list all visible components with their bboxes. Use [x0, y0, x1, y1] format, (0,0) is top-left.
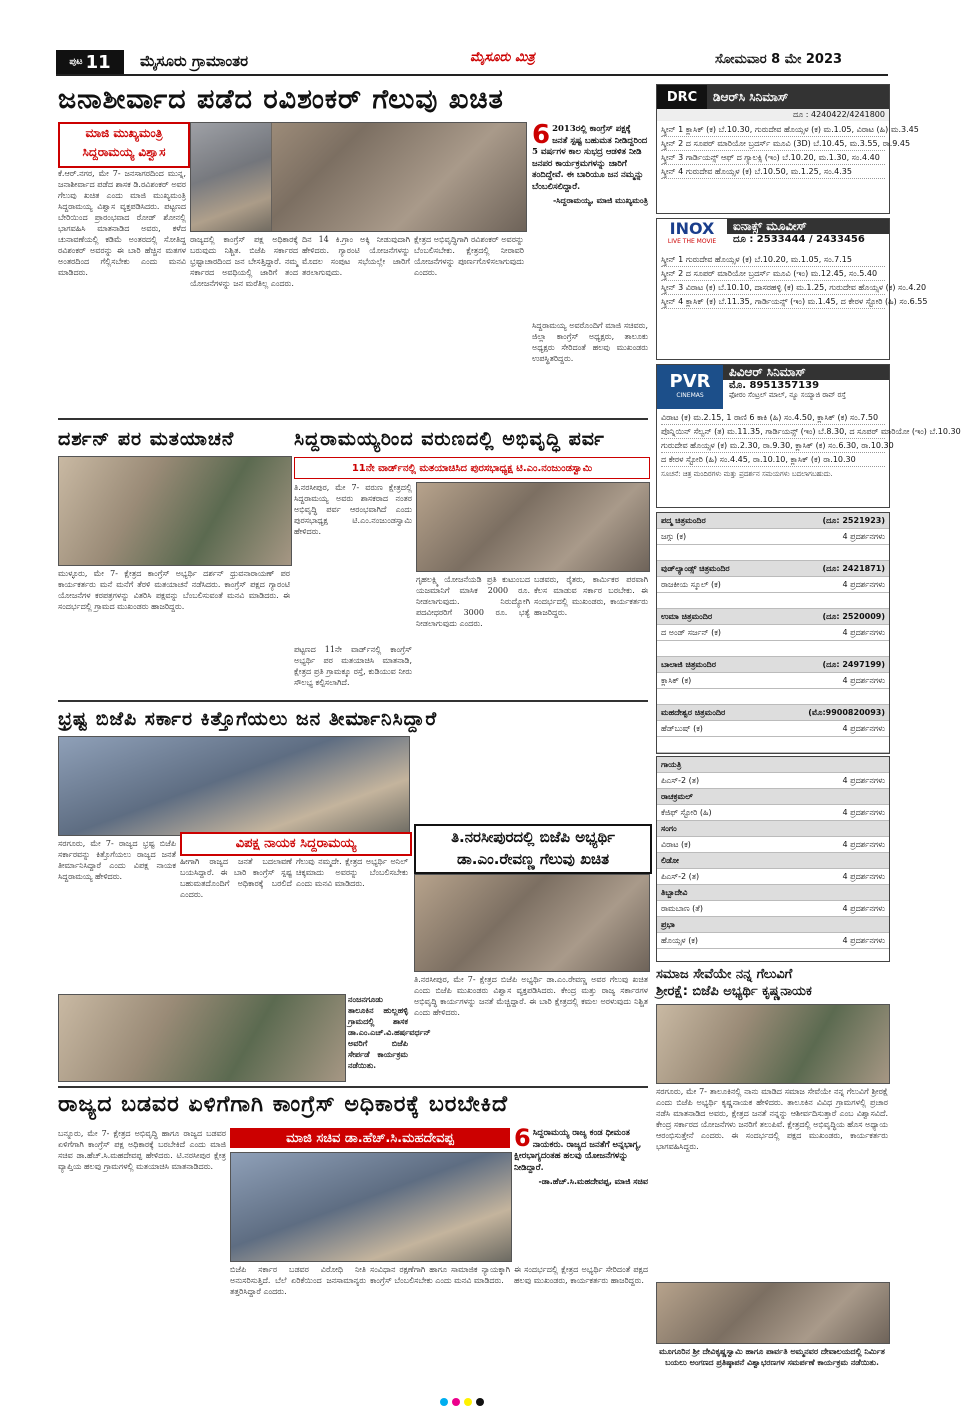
inox-phone: ದೂ : 2533444 / 2433456 — [733, 234, 865, 245]
section-title: ಮೈಸೂರು ಗ್ರಾಮಾಂತರ — [140, 52, 249, 70]
theatre-phone: (ದೂ: 2421871) — [822, 563, 885, 573]
issue-date: ಸೋಮವಾರ 8 ಮೇ 2023 — [715, 52, 843, 67]
pvr-show-list — [657, 409, 961, 469]
quote-mark: 6 — [532, 120, 551, 150]
spacer-row — [657, 545, 889, 561]
story5-body: ತಿ.ನರಸೀಪುರ, ಮೇ 7- ಕ್ಷೇತ್ರದ ಬಿಜೆಪಿ ಅಭ್ಯರ್ಥಿ ಡಾ.ಎಂ.ರೇವಣ್ಣ ಅವರ ಗೆಲುವು ಖಚಿತ ಎಂದು ಬಿಜೆಪಿ ಮುಖಂಡರು ವಿಶ್ವಾಸ ವ್ಯಕ್ತಪಡಿಸಿದರು. ಕೇಂದ್ರ ಮತ್ತು ರಾಜ್ಯ ಸರ್ಕಾರಗಳ ಅಭಿವೃದ್ಧಿ ಕಾರ್ಯಗಳನ್ನು ಜನತೆ ಮೆಚ್ಚಿದ್ದಾರೆ. ಈ ಬಾರಿ ಕ್ಷೇತ್ರದಲ್ಲಿ ಕಮಲ ಅರಳುವುದು ನಿಶ್ಚಿತ ಎಂದು ಹೇಳಿದರು. — [414, 975, 648, 1017]
registration-marks — [440, 1398, 484, 1406]
story1-quote-box — [532, 120, 648, 314]
story1-body-mid2: ದಿನ 14 ಕಿ.ಗ್ರಾಂ ಅಕ್ಕಿ ನೀಡುವುದಾಗಿ ಹೇಳಿದರು. ಗ್ಯಾರಂಟಿ ಯೋಜನೆಗಳನ್ನು ಮೊದಲ ಸಂಪುಟ ಸಭೆಯಲ್ಲೇ ಜಾರಿಗೆ ತರಲಾಗುವುದು. — [302, 235, 410, 277]
black-dot — [476, 1398, 484, 1406]
theatre-header-row — [657, 757, 889, 773]
inox-screen-row: ಸ್ಕ್ರೀನ್ 3 ವಿರಾಟ (ಕ) ಬೆ.10.10, ದಾಸರಹಳ್ಳಿ (ಕ) ಮ.1.25, ಗುರುದೇವ ಹೊಯ್ಸಳ (ಕ) ಸಂ.4.20 — [661, 281, 885, 295]
drc-screen-row: ಸ್ಕ್ರೀನ್ 1 ಕ್ಲಾಸಿಕ್ (ಕ) ಬೆ.10.30, ಗುರುದೇವ ಹೊಯ್ಸಳ (ಕ) ಮ.1.05, ವಿರಾಟ (ಹಿ) ಮ.3.45 — [661, 123, 885, 137]
film-title: ರಾಮಬಾಣ (ತೆ) — [661, 903, 703, 913]
story7-headline — [656, 966, 888, 1000]
rule — [58, 700, 648, 702]
story6-photo — [230, 1152, 512, 1262]
story6-headline: ರಾಜ್ಯದ ಬಡವರ ಏಳಿಗೆಗಾಗಿ ಕಾಂಗ್ರೆಸ್ ಅಧಿಕಾರಕ್ಕೆ ಬರಬೇಕಿದೆ — [58, 1092, 509, 1117]
story2-headline: ದರ್ಶನ್ ಪರ ಮತಯಾಚನೆ — [58, 428, 235, 450]
film-title: ಪಿಎಸ್-2 (ತ) — [661, 871, 700, 881]
theatre-header-row — [657, 657, 889, 673]
story2-photo — [58, 456, 292, 566]
story2-body: ಮುಳ್ಳೂರು, ಮೇ 7- ಕ್ಷೇತ್ರದ ಕಾಂಗ್ರೆಸ್ ಅಭ್ಯರ್ಥಿ ದರ್ಶನ್ ಧ್ರುವನಾರಾಯಣ್ ಪರ ಕಾರ್ಯಕರ್ತರು ಮನೆ ಮನೆಗೆ ತೆರಳಿ ಮತಯಾಚನೆ ನಡೆಸಿದರು. ಕಾಂಗ್ರೆಸ್ ಪಕ್ಷದ ಗ್ಯಾರಂಟಿ ಯೋಜನೆಗಳ ಕರಪತ್ರಗಳನ್ನು ವಿತರಿಸಿ ಪಕ್ಷವನ್ನು ಬೆಂಬಲಿಸುವಂತೆ ಮನವಿ ಮಾಡಿದರು. ಈ ಸಂದರ್ಭದಲ್ಲಿ ಗ್ರಾಮದ ಮುಖಂಡರು ಹಾಜರಿದ್ದರು. — [58, 569, 290, 611]
theatre-film-row — [657, 529, 889, 545]
inox-logo-text: INOX — [669, 219, 715, 238]
story1-body-right: ಸಿದ್ದರಾಮಯ್ಯ ಅವರೊಂದಿಗೆ ಮಾಜಿ ಸಚಿವರು, ಜಿಲ್ಲಾ ಕಾಂಗ್ರೆಸ್ ಅಧ್ಯಕ್ಷರು, ತಾಲೂಕು ಅಧ್ಯಕ್ಷರು ಸೇರಿದಂತೆ ಹಲವು ಮುಖಂಡರು ಉಪಸ್ಥಿತರಿದ್ದರು. — [532, 321, 648, 363]
story3-body-4: ಪಟ್ಟಣದ 11ನೇ ವಾರ್ಡ್‌ನಲ್ಲಿ ಕಾಂಗ್ರೆಸ್ ಅಭ್ಯರ್ಥಿ ಪರ ಮತಯಾಚಿಸಿ ಮಾತನಾಡಿ, ಕ್ಷೇತ್ರದ ಪ್ರತಿ ಗ್ರಾಮಕ್ಕೂ ರಸ್ತೆ, ಕುಡಿಯುವ ನೀರು ಸೌಲಭ್ಯ ಕಲ್ಪಿಸಲಾಗಿದೆ. — [294, 645, 412, 687]
story6-quote-box — [514, 1124, 648, 1260]
film-title: ಪಿಎಸ್-2 (ತ) — [661, 775, 700, 785]
story6-body-4: ಈ ಸಂದರ್ಭದಲ್ಲಿ ಕ್ಷೇತ್ರದ ಅಭ್ಯರ್ಥಿ ಸೇರಿದಂತೆ ಪಕ್ಷದ ಹಲವು ಮುಖಂಡರು, ಕಾರ್ಯಕರ್ತರು ಹಾಜರಿದ್ದರು. — [514, 1265, 648, 1285]
pvr-note: ಸೂಚನೆ: ಚಿತ್ರ ಮಂದಿರಗಳು ಮತ್ತು ಪ್ರದರ್ಶನ ಸಮಯಗಳು ಬದಲಾಗಬಹುದು. — [661, 470, 833, 478]
theatre-name: ವುಡ್‌ಲ್ಯಾಂಡ್ಸ್ ಚಿತ್ರಮಂದಿರ — [661, 563, 730, 573]
story3-body-1: ತಿ.ನರಸೀಪುರ, ಮೇ 7- ವರುಣ ಕ್ಷೇತ್ರದಲ್ಲಿ ಸಿದ್ದರಾಮಯ್ಯ ಅವರು ಶಾಸಕರಾದ ನಂತರ ಅಭಿವೃದ್ಧಿ ಪರ್ವ ಆರಂಭವಾಗಿದೆ ಎಂದು ಪುರಸಭಾಧ್ಯಕ್ಷ ಟಿ.ಎಂ.ನಂಜುಂಡಸ್ವಾಮಿ ಹೇಳಿದರು. — [294, 483, 412, 536]
theatre-header-row — [657, 789, 889, 805]
pvr-show-row: ಗುರುದೇವ ಹೊಯ್ಸಳ (ಕ) ಮ.2.30, ರಾ.9.30, ಕ್ಲಾಸಿಕ್ (ಕ) ಸಂ.6.30, ರಾ.10.30 — [661, 439, 885, 453]
story3-body-3: ಬಡವರು, ರೈತರು, ಕಾರ್ಮಿಕರ ಪರವಾಗಿ ಕೆಲಸ ಮಾಡುವ ಸರ್ಕಾರ ಬರಬೇಕು. ಈ ಸಂದರ್ಭದಲ್ಲಿ ಮುಖಂಡರು, ಕಾರ್ಯಕರ್ತರು ಹಾಜರಿದ್ದರು. — [534, 575, 648, 617]
film-shows: 4 ಪ್ರದರ್ಶನಗಳು — [842, 627, 885, 637]
pvr-listing — [656, 364, 961, 508]
story3-body-2: ಗೃಹಲಕ್ಷ್ಮಿ ಯೋಜನೆಯಡಿ ಪ್ರತಿ ಕುಟುಂಬದ ಯಜಮಾನಿಗೆ ಮಾಸಿಕ 2000 ರೂ. ನೀಡಲಾಗುವುದು. ನಿರುದ್ಯೋಗಿ ಪದವೀಧರರಿಗೆ 3000 ರೂ. ಭತ್ಯೆ ನೀಡಲಾಗುವುದು ಎಂದರು. — [416, 575, 530, 628]
magenta-dot — [452, 1398, 460, 1406]
story6-quote: ಸಿದ್ದರಾಮಯ್ಯ ರಾಜ್ಯ ಕಂಡ ಧೀಮಂತ ನಾಯಕರು. ರಾಜ್ಯದ ಜನತೆಗೆ ಅನ್ನಭಾಗ್ಯ, ಕ್ಷೀರಭಾಗ್ಯದಂತಹ ಹಲವು ಯೋಜನೆಗಳನ್ನು ನೀಡಿದ್ದಾರೆ. — [514, 1128, 642, 1173]
film-title: ಜಗ್ಗು (ಕ) — [661, 531, 687, 541]
story4-photo — [58, 736, 410, 836]
film-shows: 4 ಪ್ರದರ್ಶನಗಳು — [842, 807, 885, 817]
drc-screen-row: ಸ್ಕ್ರೀನ್ 3 ಗಾರ್ಡಿಯನ್ಸ್ ಆಫ್ ದ ಗ್ಯಾಲಕ್ಸಿ (ಇಂ) ಬೆ.10.20, ಮ.1.30, ಸಂ.4.40 — [661, 151, 885, 165]
story1-headline: ಜನಾಶೀರ್ವಾದ ಪಡೆದ ರವಿಶಂಕರ್ ಗೆಲುವು ಖಚಿತ — [58, 84, 504, 115]
theatre-header-row — [657, 513, 889, 529]
story6-quote-by: -ಡಾ.ಹೆಚ್.ಸಿ.ಮಹದೇವಪ್ಪ, ಮಾಜಿ ಸಚಿವ — [538, 1177, 648, 1186]
film-title: ಕ್ಲಾಸಿಕ್ (ಕ) — [661, 675, 692, 685]
story5-headline-1: ತಿ.ನರಸೀಪುರದಲ್ಲಿ ಬಿಜೆಪಿ ಅಭ್ಯರ್ಥಿ — [451, 828, 615, 846]
story7-caption: ಮೂಗೂರಿನ ಶ್ರೀ ದೇವಿಕೃಷ್ಣಸ್ವಾಮಿ ಹಾಗೂ ಪಾರ್ವತಿ ಅಮ್ಮನವರ ದೇವಾಲಯದಲ್ಲಿ ನಿರ್ಮಿತ ಬಯಲು ಅಂಗಣದ ಪ್ರತಿಷ್ಠಾಪನೆ ವಿಶ್ವಾಭರಣಗಳ ಸಮರ್ಪಣೆ ಕಾರ್ಯಕ್ರಮ ನಡೆಯಿತು. — [659, 1346, 885, 1367]
theatre-film-row — [657, 673, 889, 689]
drc-listing — [656, 84, 919, 214]
theatre-header-row — [657, 853, 889, 869]
drc-screen-list — [657, 121, 919, 181]
film-title: ರಾಜಕೀಯ ಸ್ಕೂಲ್ (ಕ) — [661, 579, 721, 589]
theatre-film-row — [657, 805, 889, 821]
quote-mark: 6 — [514, 1124, 531, 1152]
theatre-name: ಉಮಾ ಚಿತ್ರಮಂದಿರ — [661, 611, 713, 621]
drc-logo: DRC — [657, 85, 707, 109]
story1-subheadline: ಮಾಜಿ ಮುಖ್ಯಮಂತ್ರಿ ಸಿದ್ದರಾಮಯ್ಯ ವಿಶ್ವಾಸ — [58, 122, 190, 168]
film-shows: 4 ಪ್ರದರ್ಶನಗಳು — [842, 871, 885, 881]
film-shows: 4 ಪ್ರದರ್ಶನಗಳು — [842, 531, 885, 541]
pvr-logo-sub: CINEMAS — [676, 392, 704, 399]
film-shows: 4 ಪ್ರದರ್ಶನಗಳು — [842, 935, 885, 945]
story7-headline-2: ಶ್ರೀರಕ್ಷೆ: ಬಿಜೆಪಿ ಅಭ್ಯರ್ಥಿ ಕೃಷ್ಣನಾಯಕ — [656, 984, 812, 999]
story3-photo — [416, 482, 650, 572]
story4-body-1: ಸರಗೂರು, ಮೇ 7- ರಾಜ್ಯದ ಭ್ರಷ್ಟ ಬಿಜೆಪಿ ಸರ್ಕಾರವನ್ನು ಕಿತ್ತೊಗೆಯಲು ರಾಜ್ಯದ ಜನತೆ ತೀರ್ಮಾನಿಸಿದ್ದಾರೆ ಎಂದು ವಿಪಕ್ಷ ನಾಯಕ ಸಿದ್ದರಾಮಯ್ಯ ಹೇಳಿದರು. — [58, 839, 176, 881]
story6-subheadline: ಮಾಜಿ ಸಚಿವ ಡಾ.ಹೆಚ್.ಸಿ.ಮಹದೇವಪ್ಪ — [230, 1128, 510, 1148]
theatre-name: ತಿಬ್ಬಾದೇವಿ — [661, 887, 688, 897]
rule — [58, 1086, 648, 1088]
story1-quote: 2013ರಲ್ಲಿ ಕಾಂಗ್ರೆಸ್ ಪಕ್ಷಕ್ಕೆ ಜನತೆ ಸ್ಪಷ್ಟ ಬಹುಮತ ನೀಡಿದ್ದರಿಂದ 5 ವರ್ಷಗಳ ಕಾಲ ಸುಭದ್ರ ಆಡಳಿತ ನೀಡಿ ಜನಪರ ಕಾರ್ಯಕ್ರಮಗಳನ್ನು ಜಾರಿಗೆ ತಂದಿದ್ದೇವೆ. ಈ ಬಾರಿಯೂ ಜನ ನಮ್ಮನ್ನು ಬೆಂಬಲಿಸಲಿದ್ದಾರೆ. — [532, 124, 648, 192]
film-shows: 4 ಪ್ರದರ್ಶನಗಳು — [842, 775, 885, 785]
theatre-header-row — [657, 917, 889, 933]
theatre-name: ರಾಚಕ್ರಮಲ್ — [661, 791, 693, 801]
theatre-phone: (ದೂ: 2497199) — [822, 659, 885, 669]
theatre-name: ಪದ್ಮ ಚಿತ್ರಮಂದಿರ — [661, 515, 706, 525]
theatre-film-row — [657, 773, 889, 789]
story1-body-mid1: ರಾಜ್ಯದಲ್ಲಿ ಕಾಂಗ್ರೆಸ್ ಪಕ್ಷ ಅಧಿಕಾರಕ್ಕೆ ಬರುವುದು ನಿಶ್ಚಿತ. ಬಿಜೆಪಿ ಸರ್ಕಾರದ ಭ್ರಷ್ಟಾಚಾರದಿಂದ ಜನ ಬೇಸತ್ತಿದ್ದಾರೆ. ನಮ್ಮ ಸರ್ಕಾರದ ಅವಧಿಯಲ್ಲಿ ಜಾರಿಗೆ ತಂದ ಯೋಜನೆಗಳನ್ನು ಜನ ಮರೆತಿಲ್ಲ ಎಂದರು. — [190, 235, 298, 288]
film-title: ಹೊಯ್ಸಳ (ಕ) — [661, 935, 699, 945]
theatre-table-2 — [656, 756, 890, 962]
theatre-phone: (ಮೊ:9900820093) — [808, 707, 885, 717]
theatre-film-row — [657, 577, 889, 593]
theatre-header-row — [657, 705, 889, 721]
story5-photo — [414, 874, 650, 972]
theatre-film-row — [657, 721, 889, 737]
theatre-name: ಸಂಗಂ — [661, 823, 677, 833]
story6-body-1: ಬನ್ನೂರು, ಮೇ 7- ಕ್ಷೇತ್ರದ ಅಭಿವೃದ್ಧಿ ಹಾಗೂ ರಾಜ್ಯದ ಬಡವರ ಏಳಿಗೆಗಾಗಿ ಕಾಂಗ್ರೆಸ್ ಪಕ್ಷ ಅಧಿಕಾರಕ್ಕೆ ಬರಬೇಕಿದೆ ಎಂದು ಮಾಜಿ ಸಚಿವ ಡಾ.ಹೆಚ್.ಸಿ.ಮಹದೇವಪ್ಪ ಹೇಳಿದರು. ಟಿ.ನರಸೀಪುರ ಕ್ಷೇತ್ರ ವ್ಯಾಪ್ತಿಯ ಹಲವು ಗ್ರಾಮಗಳಲ್ಲಿ ಮತಯಾಚಿಸಿ ಮಾತನಾಡಿದರು. — [58, 1129, 226, 1171]
pvr-logo-text: PVR — [669, 371, 711, 392]
drc-screen-row: ಸ್ಕ್ರೀನ್ 4 ಗುರುದೇವ ಹೊಯ್ಸಳ (ಕ) ಬೆ.10.50, ಮ.1.25, ಸಂ.4.35 — [661, 165, 885, 179]
pvr-name: ಪಿವಿಆರ್ ಸಿನಿಮಾಸ್ — [723, 365, 889, 380]
theatre-film-row — [657, 837, 889, 853]
theatre-name: ಮಹದೇಶ್ವರ ಚಿತ್ರಮಂದಿರ — [661, 707, 726, 717]
spacer-row — [657, 737, 889, 753]
story1-body-mid3: ಕ್ಷೇತ್ರದ ಅಭಿವೃದ್ಧಿಗಾಗಿ ರವಿಶಂಕರ್ ಅವರನ್ನು ಬೆಂಬಲಿಸಬೇಕು. ಕ್ಷೇತ್ರದಲ್ಲಿ ನೀರಾವರಿ ಯೋಜನೆಗಳನ್ನು ಪೂರ್ಣಗೊಳಿಸಲಾಗುವುದು ಎಂದರು. — [414, 235, 524, 277]
drc-phone: ದೂ : 4240422/4241800 — [657, 109, 889, 121]
film-shows: 4 ಪ್ರದರ್ಶನಗಳು — [842, 903, 885, 913]
theatre-header-row — [657, 609, 889, 625]
inox-screen-row: ಸ್ಕ್ರೀನ್ 1 ಗುರುದೇವ ಹೊಯ್ಸಳ (ಕ) ಬೆ.10.20, ಮ.1.05, ಸಂ.7.15 — [661, 253, 885, 267]
story1-photo-overlay — [190, 122, 272, 232]
story1-body-left: ಕೆ.ಆರ್.ನಗರ, ಮೇ 7- ಜನಸಾಗರದಿಂದ ಮುನ್ನ, ಜನಾಶೀರ್ವಾದ ಪಡೆದ ಶಾಸಕ ಡಿ.ರವಿಶಂಕರ್ ಅವರ ಗೆಲುವು ಖಚಿತ ಎಂದು ಮಾಜಿ ಮುಖ್ಯಮಂತ್ರಿ ಸಿದ್ದರಾಮಯ್ಯ ವಿಶ್ವಾಸ ವ್ಯಕ್ತಪಡಿಸಿದರು. ಪಟ್ಟಣದ ಬೇರಿಯಿಂದ ಪ್ರಾರಂಭವಾದ ರೋಡ್ ಶೋನಲ್ಲಿ ಭಾಗವಹಿಸಿ ಮಾತನಾಡಿದ ಅವರು, ಕಳೆದ ಚುನಾವಣೆಯಲ್ಲಿ ಕಡಿಮೆ ಅಂತರದಲ್ಲಿ ಸೋತಿದ್ದ ರವಿಶಂಕರ್ ಅವರನ್ನು ಈ ಬಾರಿ ಹೆಚ್ಚಿನ ಮತಗಳ ಅಂತರದಿಂದ ಗೆಲ್ಲಿಸಬೇಕು ಎಂದು ಮನವಿ ಮಾಡಿದರು. — [58, 169, 186, 277]
pvr-address: ಫೋರಂ ಸೆಂಟ್ರಲ್ ಮಾಲ್, ನ್ಯೂ ಸಯ್ಯಾಜಿ ರಾವ್ ರಸ್ತೆ — [729, 391, 846, 399]
story7-photo-2 — [656, 1282, 890, 1344]
theatre-header-row — [657, 885, 889, 901]
story4-photo-2 — [58, 994, 346, 1082]
inox-screen-row: ಸ್ಕ್ರೀನ್ 2 ದ ಸೂಪರ್ ಮಾರಿಯೋ ಬ್ರದರ್ಸ್ ಮೂವಿ (ಇಂ) ಮ.12.45, ಸಂ.5.40 — [661, 267, 885, 281]
rule — [58, 418, 648, 420]
theatre-name: ಬಾಲಾಜಿ ಚಿತ್ರಮಂದಿರ — [661, 659, 716, 669]
drc-screen-row: ಸ್ಕ್ರೀನ್ 2 ದ ಸೂಪರ್ ಮಾರಿಯೋ ಬ್ರದರ್ಸ್ ಮೂವಿ (3D) ಬೆ.10.45, ಮ.3.55, ರಾ.9.45 — [661, 137, 885, 151]
story4-headline: ಭ್ರಷ್ಟ ಬಿಜೆಪಿ ಸರ್ಕಾರ ಕಿತ್ತೊಗೆಯಲು ಜನ ತೀರ್ಮಾನಿಸಿದ್ದಾರೆ — [58, 708, 438, 730]
story6-body-3: ಸಂವಿಧಾನ ರಕ್ಷಣೆಗಾಗಿ ಹಾಗೂ ಸಾಮಾಜಿಕ ನ್ಯಾಯಕ್ಕಾಗಿ ಕಾಂಗ್ರೆಸ್ ಬೆಂಬಲಿಸಬೇಕು ಎಂದು ಮನವಿ ಮಾಡಿದರು. — [370, 1265, 510, 1285]
pvr-phone: ಮೊ. 8951357139 — [729, 380, 820, 391]
page-label: ಪುಟ — [69, 57, 83, 67]
theatre-header-row — [657, 561, 889, 577]
theatre-name: ಗಾಯತ್ರಿ — [661, 759, 682, 769]
film-title: ಹೆಡ್‌ಬುಷ್ (ಕ) — [661, 723, 703, 733]
cyan-dot — [440, 1398, 448, 1406]
story3-headline: ಸಿದ್ದರಾಮಯ್ಯರಿಂದ ವರುಣದಲ್ಲಿ ಅಭಿವೃದ್ಧಿ ಪರ್ವ — [294, 428, 605, 450]
pvr-logo — [657, 365, 723, 409]
story4-caption: ನಂಜನಗೂಡು ತಾಲೂಕಿನ ಹುಲ್ಲಹಳ್ಳಿ ಗ್ರಾಮದಲ್ಲಿ ಶಾಸಕ ಡಾ.ಎಂ.ಎಚ್.ವಿ.ಹರ್ಷವರ್ಧನ್ ಅವರಿಗೆ ಬಿಜೆಪಿ ಸೇರ್ಪಡೆ ಕಾರ್ಯಕ್ರಮ ನಡೆಯಿತು. — [348, 994, 431, 1070]
paper-logo: ಮೈಸೂರು ಮಿತ್ರ — [470, 50, 535, 65]
story7-body: ಸರಗೂರು, ಮೇ 7- ತಾಲೂಕಿನಲ್ಲಿ ನಾನು ಮಾಡಿದ ಸಮಾಜ ಸೇವೆಯೇ ನನ್ನ ಗೆಲುವಿಗೆ ಶ್ರೀರಕ್ಷೆ ಎಂದು ಬಿಜೆಪಿ ಅಭ್ಯರ್ಥಿ ಕೃಷ್ಣನಾಯಕ ಹೇಳಿದರು. ತಾಲೂಕಿನ ವಿವಿಧ ಗ್ರಾಮಗಳಲ್ಲಿ ಪ್ರಚಾರ ನಡೆಸಿ ಮಾತನಾಡಿದ ಅವರು, ಕ್ಷೇತ್ರದ ಜನತೆ ನನ್ನನ್ನು ಆಶೀರ್ವದಿಸುತ್ತಾರೆ ಎಂಬ ವಿಶ್ವಾಸವಿದೆ. ಕೇಂದ್ರ ಸರ್ಕಾರದ ಯೋಜನೆಗಳು ಜನರಿಗೆ ತಲುಪಿವೆ. ಕ್ಷೇತ್ರದಲ್ಲಿ ಅಭಿವೃದ್ಧಿಯ ಹೊಸ ಅಧ್ಯಾಯ ಆರಂಭಿಸುತ್ತೇನೆ ಎಂದರು. ಈ ಸಂದರ್ಭದಲ್ಲಿ ಪಕ್ಷದ ಮುಖಂಡರು, ಕಾರ್ಯಕರ್ತರು ಭಾಗವಹಿಸಿದ್ದರು. — [656, 1087, 888, 1151]
page-number-box — [56, 50, 124, 74]
inox-name: ಐನಾಕ್ಸ್ ಮೂವೀಸ್ — [727, 219, 889, 234]
page-number: 11 — [85, 51, 111, 73]
inox-listing — [656, 218, 928, 360]
theatre-film-row — [657, 933, 889, 949]
story1-quote-by: -ಸಿದ್ದರಾಮಯ್ಯ, ಮಾಜಿ ಮುಖ್ಯಮಂತ್ರಿ — [552, 196, 648, 205]
story5-headline-box — [414, 824, 652, 874]
story5-headline-2: ಡಾ.ಎಂ.ರೇವಣ್ಣ ಗೆಲುವು ಖಚಿತ — [456, 850, 610, 868]
pvr-show-row: ವಿರಾಟ (ಕ) ಮ.2.15, 1 ರಾಣಿ 6 ಕಾಕಿ (ಹಿ) ಸಂ.4.50, ಕ್ಲಾಸಿಕ್ (ಕ) ಸಂ.7.50 — [661, 411, 885, 425]
film-title: ವಿರಾಟ (ಕ) — [661, 839, 691, 849]
yellow-dot — [464, 1398, 472, 1406]
story7-photo — [656, 1004, 890, 1084]
inox-screen-list — [657, 251, 928, 311]
inox-screen-row: ಸ್ಕ್ರೀನ್ 4 ಕ್ಲಾಸಿಕ್ (ಕ) ಬೆ.11.35, ಗಾರ್ಡಿಯನ್ಸ್ (ಇಂ) ಮ.1.45, ದ ಕೇರಳ ಸ್ಟೋರಿ (ಹಿ) ಸಂ.6.55 — [661, 295, 885, 309]
drc-name: ಡಿಆರ್‌ಸಿ ಸಿನಿಮಾಸ್ — [707, 85, 889, 109]
film-shows: 4 ಪ್ರದರ್ಶನಗಳು — [842, 723, 885, 733]
film-title: ಕೆಜಿಫ್ ಸ್ಟೋರಿ (ಹಿ) — [661, 807, 712, 817]
theatre-table — [656, 512, 890, 754]
story6-body-2: ಬಿಜೆಪಿ ಸರ್ಕಾರ ಬಡವರ ವಿರೋಧಿ ನೀತಿ ಅನುಸರಿಸುತ್ತಿದೆ. ಬೆಲೆ ಏರಿಕೆಯಿಂದ ಜನಸಾಮಾನ್ಯರು ತತ್ತರಿಸಿದ್ದಾರೆ ಎಂದರು. — [230, 1265, 366, 1296]
spacer-row — [657, 593, 889, 609]
story4-body-3: ಗೆಲುವು ನಮ್ಮದೇ. ಕ್ಷೇತ್ರದ ಅಭ್ಯರ್ಥಿ ಅನಿಲ್ ಚಿಕ್ಕಮಾದು ಅವರನ್ನು ಬೆಂಬಲಿಸಬೇಕು ಎಂದು ಮನವಿ ಮಾಡಿದರು. — [296, 857, 408, 888]
theatre-phone: (ದೂ: 2520009) — [822, 611, 885, 621]
theatre-header-row — [657, 821, 889, 837]
film-shows: 4 ಪ್ರದರ್ಶನಗಳು — [842, 675, 885, 685]
pvr-show-row: ಪೊನ್ನಿಯಿನ್ ಸೆಲ್ವನ್ (ತ) ಮ.11.35, ಗಾರ್ಡಿಯನ್ಸ್ (ಇಂ) ಬೆ.8.30, ದ ಸೂಪರ್ ಮಾರಿಯೋ (ಇಂ) ಬೆ.10.30 — [661, 425, 885, 439]
theatre-film-row — [657, 869, 889, 885]
theatre-phone: (ದೂ: 2521923) — [822, 515, 885, 525]
spacer-row — [657, 689, 889, 705]
theatre-film-row — [657, 901, 889, 917]
film-title: ದ ಅಂಡ್ ಸರ್ಜನ್ (ಕ) — [661, 627, 721, 637]
film-shows: 4 ಪ್ರದರ್ಶನಗಳು — [842, 579, 885, 589]
story7-headline-1: ಸಮಾಜ ಸೇವೆಯೇ ನನ್ನ ಗೆಲುವಿಗೆ — [656, 967, 793, 982]
film-shows: 4 ಪ್ರದರ್ಶನಗಳು — [842, 839, 885, 849]
story3-subheadline: 11ನೇ ವಾರ್ಡ್‌ನಲ್ಲಿ ಮತಯಾಚಿಸಿದ ಪುರಸಭಾಧ್ಯಕ್ಷ ಟಿ.ಎಂ.ನಂಜುಂಡಸ್ವಾಮಿ — [294, 457, 650, 479]
spacer-row — [657, 641, 889, 657]
story4-body-2: ಹೀಗಾಗಿ ರಾಜ್ಯದ ಜನತೆ ಬದಲಾವಣೆ ಬಯಸಿದ್ದಾರೆ. ಈ ಬಾರಿ ಕಾಂಗ್ರೆಸ್ ಸ್ಪಷ್ಟ ಬಹುಮತದೊಂದಿಗೆ ಅಧಿಕಾರಕ್ಕೆ ಬರಲಿದೆ ಎಂದರು. — [180, 857, 292, 899]
inox-logo-sub: LIVE THE MOVIE — [667, 238, 717, 245]
theatre-name: ಪ್ರಭಾ — [661, 919, 675, 929]
pvr-show-row: ದ ಕೇರಳ ಸ್ಟೋರಿ (ಹಿ) ಸಂ.4.45, ರಾ.10.10, ಕ್ಲಾಸಿಕ್ (ಕ) ರಾ.10.30 — [661, 453, 885, 467]
inox-logo — [657, 219, 727, 251]
theatre-film-row — [657, 625, 889, 641]
story4-subheadline: ವಿಪಕ್ಷ ನಾಯಕ ಸಿದ್ದರಾಮಯ್ಯ — [180, 832, 412, 856]
theatre-name: ಲಿಡೋ — [661, 855, 679, 865]
